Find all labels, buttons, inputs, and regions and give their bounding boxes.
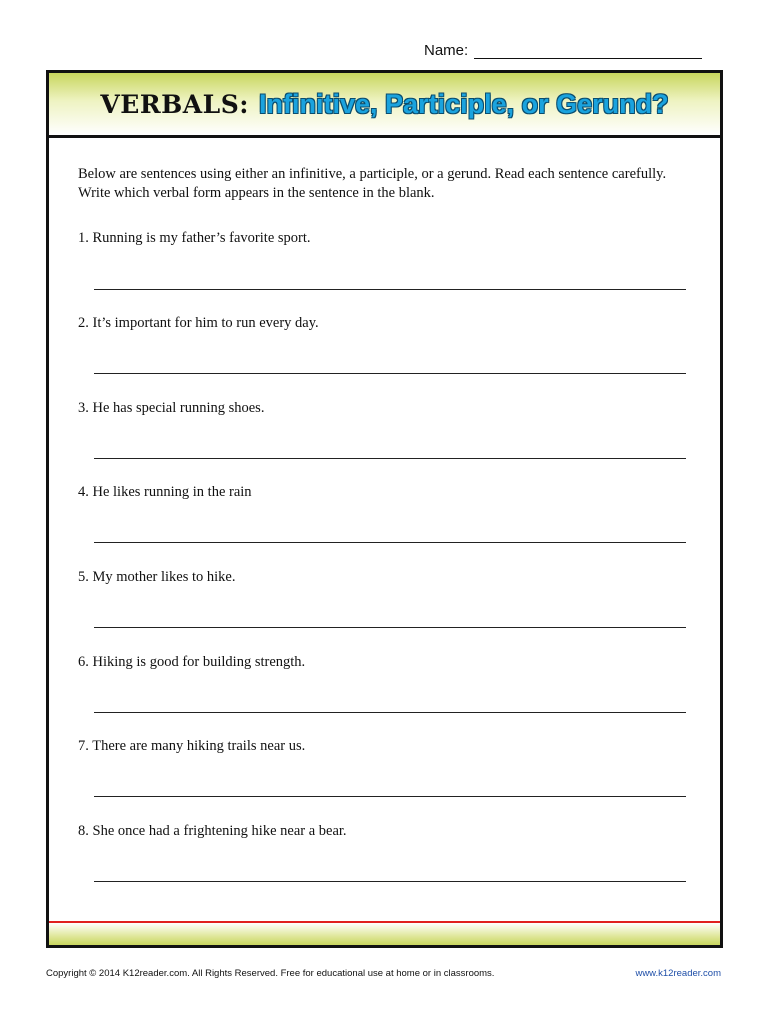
answer-line-6[interactable] [94,712,686,713]
answer-line-2[interactable] [94,373,686,374]
question-8: 8. She once had a frightening hike near a bear. [78,823,347,839]
worksheet-frame [46,70,723,948]
answer-line-5[interactable] [94,627,686,628]
question-6: 6. Hiking is good for building strength. [78,654,306,670]
question-1: 1. Running is my father’s favorite sport. [78,230,311,246]
name-label: Name: [424,42,469,59]
question-3: 3. He has special running shoes. [78,400,265,416]
instructions-block [78,165,698,203]
site-link[interactable]: www.k12reader.com [635,968,721,979]
title-main: Infinitive, Participle, or Gerund? [259,88,669,119]
name-field[interactable] [424,42,702,59]
question-5: 5. My mother likes to hike. [78,569,236,585]
question-4: 4. He likes running in the rain [78,484,252,500]
answer-line-7[interactable] [94,796,686,797]
footer-bar [49,921,720,945]
worksheet-header [49,73,720,138]
name-blank[interactable] [474,44,702,59]
question-2: 2. It’s important for him to run every day. [78,315,319,331]
question-7: 7. There are many hiking trails near us. [78,738,306,754]
title-prefix: VERBALS: [100,89,250,119]
answer-line-1[interactable] [94,289,686,290]
copyright-text: Copyright © 2014 K12reader.com. All Rights Reserved. Free for educational use at home or in classrooms. [46,968,495,979]
answer-line-3[interactable] [94,458,686,459]
answer-line-4[interactable] [94,542,686,543]
instructions-text: Below are sentences using either an infinitive, a participle, or a gerund. Read each sentence carefully. Write which verbal form appears in the sentence in the blank. [78,166,667,201]
answer-line-8[interactable] [94,881,686,882]
